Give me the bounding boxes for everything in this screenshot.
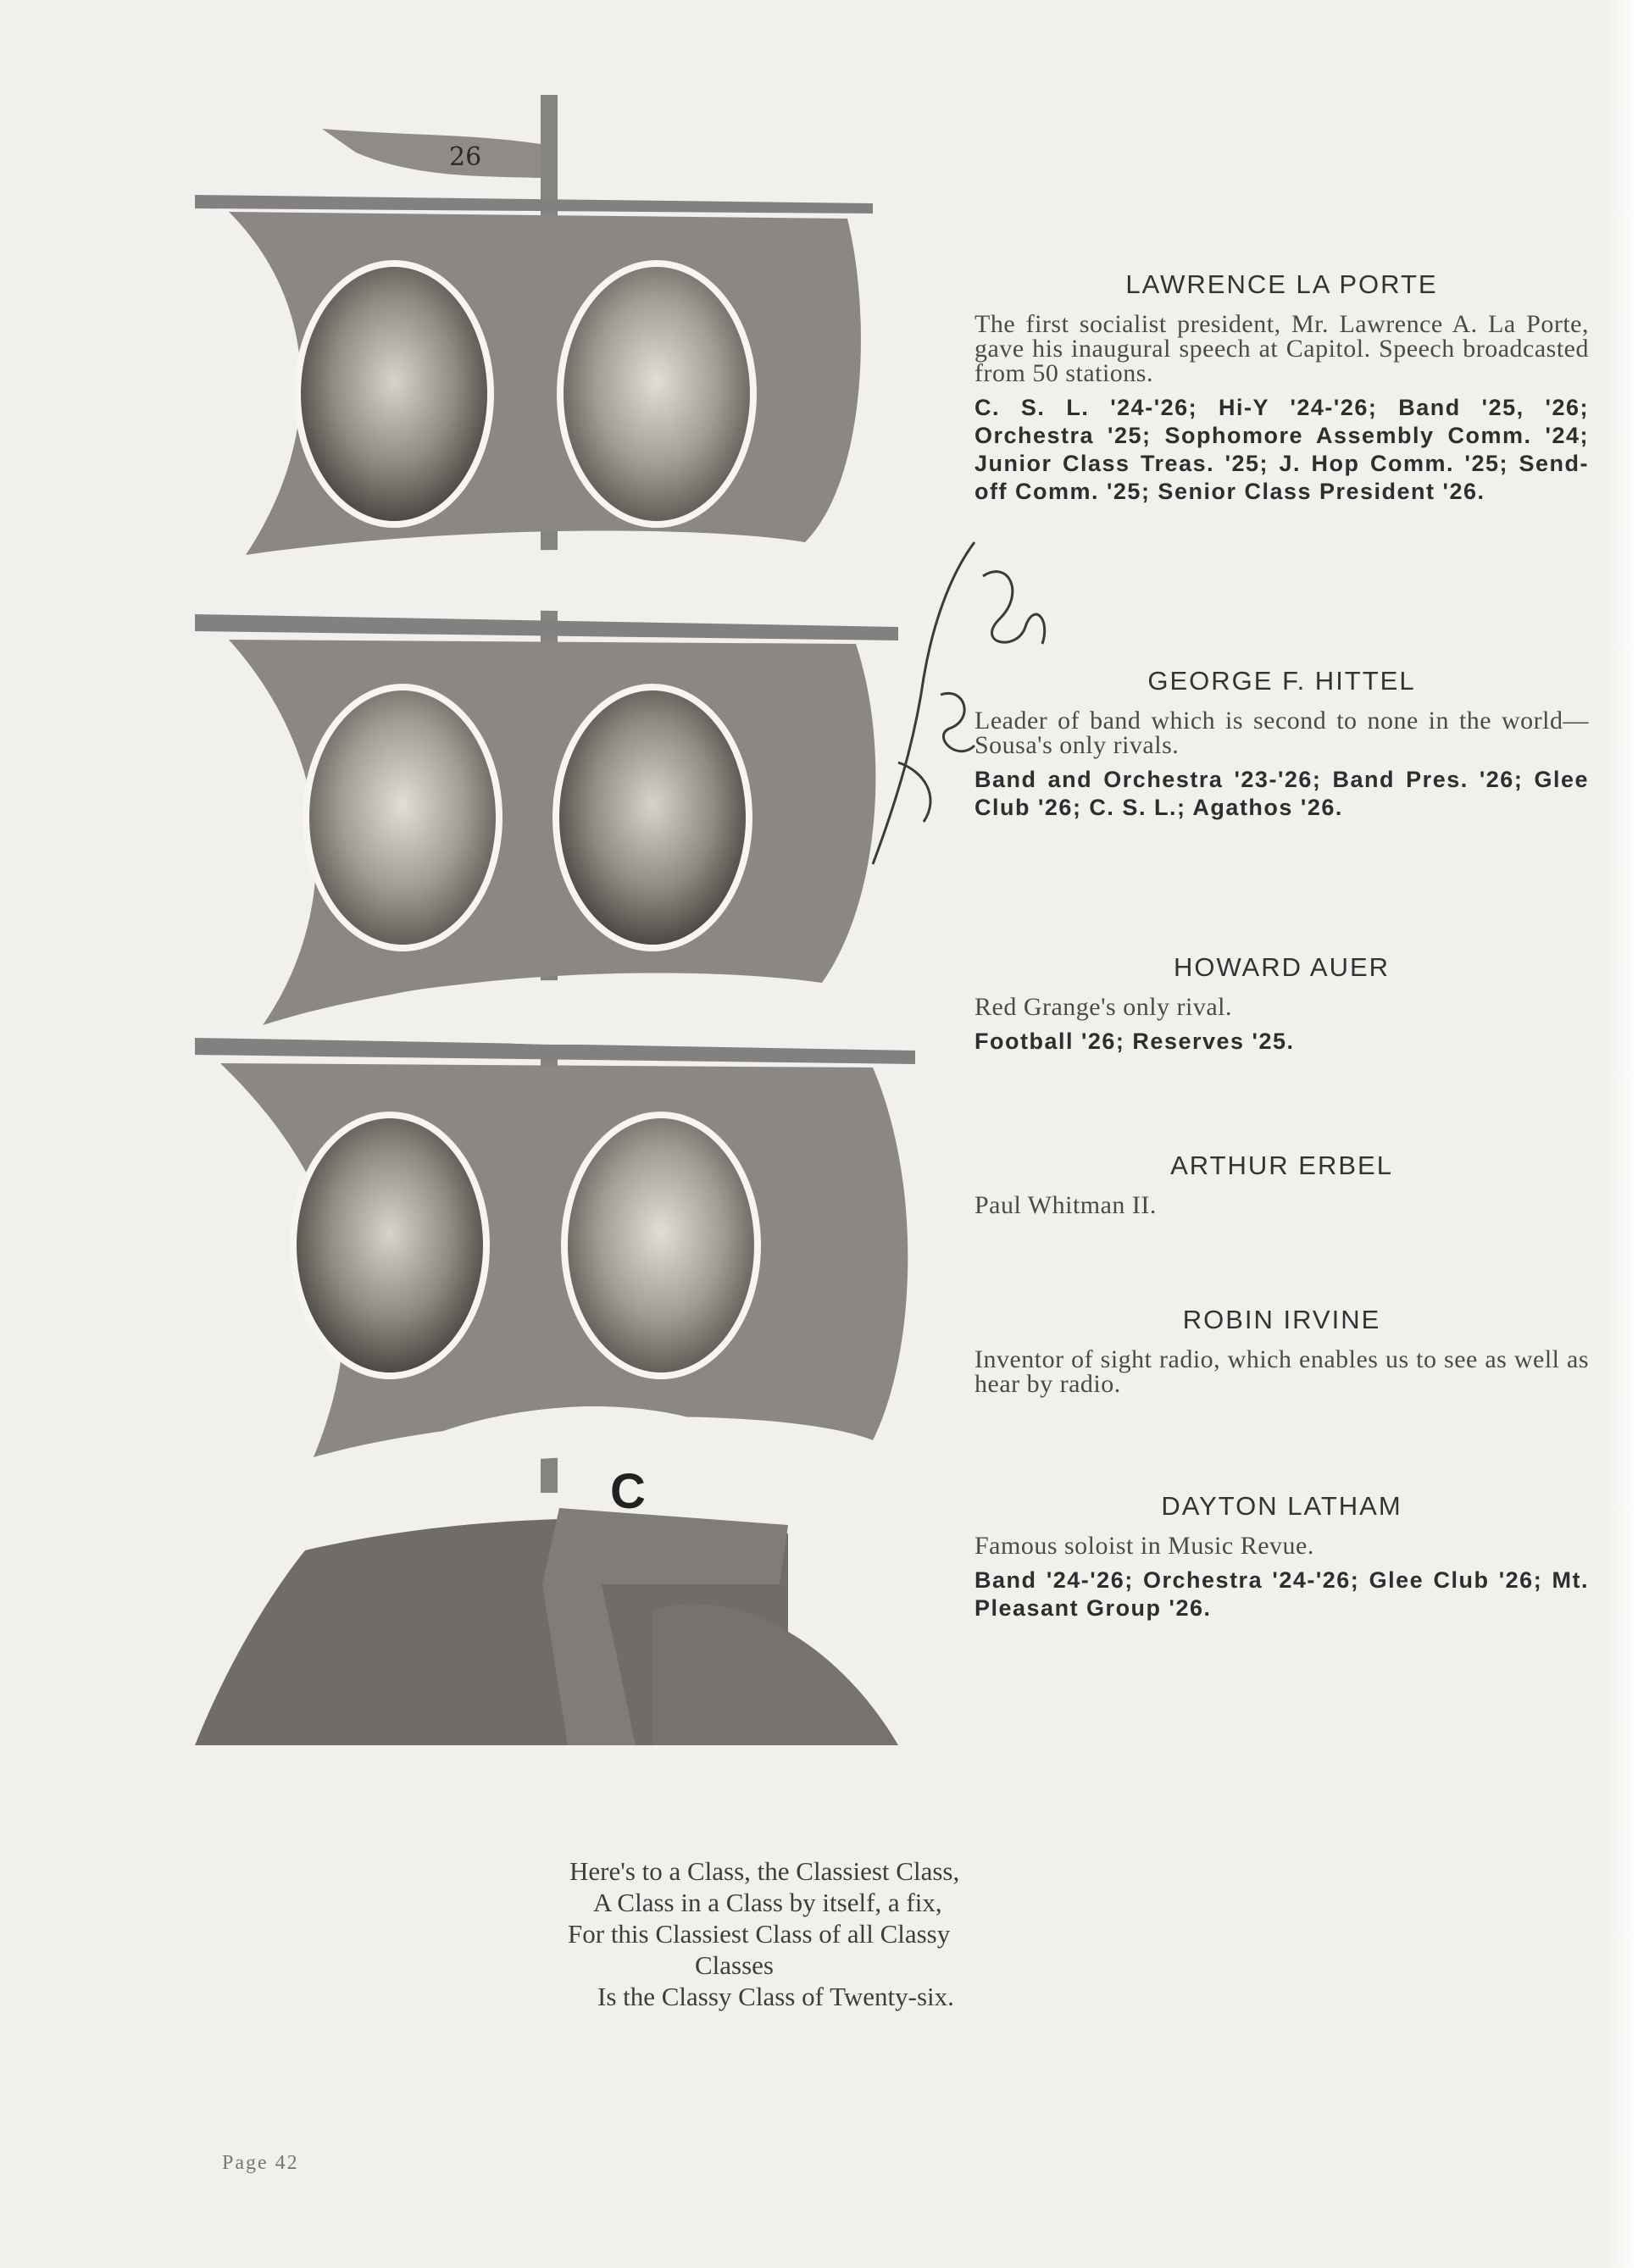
poem-line: Classes xyxy=(695,1950,774,1980)
pennant xyxy=(322,129,541,178)
poem-line: A Class in a Class by itself, a fix, xyxy=(593,1888,942,1917)
entry-description: Red Grange's only rival. xyxy=(974,993,1233,1021)
entry-name: ARTHUR ERBEL xyxy=(1170,1151,1393,1180)
class-poem xyxy=(559,1855,1152,2012)
entry-arthur-erbel xyxy=(974,1151,1589,1217)
entry-howard-auer xyxy=(974,952,1589,1056)
entry-name: LAWRENCE LA PORTE xyxy=(1125,269,1438,299)
entry-description: Inventor of sight radio, which enables us to see as well as hear by radio. xyxy=(974,1345,1589,1398)
entry-activities: Football '26; Reserves '25. xyxy=(974,1029,1295,1054)
poem-line: Is the Classy Class of Twenty-six. xyxy=(597,1982,954,2011)
portrait-lawrence-la-porte xyxy=(294,260,494,528)
entry-robin-irvine xyxy=(974,1305,1589,1396)
entry-activities: Band and Orchestra '23-'26; Band Pres. '26; Glee Club '26; C. S. L.; Agathos '26. xyxy=(974,767,1589,820)
entry-name: ROBIN IRVINE xyxy=(1182,1305,1381,1334)
portrait-arthur-erbel xyxy=(552,684,752,951)
page-edge xyxy=(1604,0,1638,2268)
portrait-dayton-latham xyxy=(561,1112,761,1379)
ship-illustration xyxy=(195,85,924,1745)
entry-george-hittel xyxy=(974,666,1589,822)
pennant-label: 26 xyxy=(449,142,482,172)
sail-gap xyxy=(364,550,771,611)
entry-description: Famous soloist in Music Revue. xyxy=(974,1532,1314,1560)
yard-top xyxy=(195,195,873,213)
page-number: Page 42 xyxy=(222,2152,299,2174)
entry-name: HOWARD AUER xyxy=(1173,952,1391,982)
entry-activities: C. S. L. '24-'26; Hi-Y '24-'26; Band '25, '26; Orchestra '25; Sophomore Assembly Comm. '24; Junior Class Treas. '25; J. Hop Comm. '25; Send-off Comm. '25; Senior Class President '26. xyxy=(974,395,1589,504)
portrait-george-hittel xyxy=(557,260,757,528)
poem-line: Here's to a Class, the Classiest Class, xyxy=(569,1856,960,1886)
entry-description: Leader of band which is second to none in the world—Sousa's only rivals. xyxy=(974,707,1589,759)
entry-name: GEORGE F. HITTEL xyxy=(1147,666,1416,696)
entry-dayton-latham xyxy=(974,1491,1589,1622)
sail-gap xyxy=(356,980,780,1045)
poem-line: For this Classiest Class of all Classy xyxy=(568,1919,951,1949)
portrait-robin-irvine xyxy=(290,1112,490,1379)
portrait-howard-auer xyxy=(303,684,503,951)
entry-lawrence-la-porte xyxy=(974,269,1589,506)
wave xyxy=(652,1604,898,1745)
hull-letter: C xyxy=(610,1464,646,1519)
entry-description: Paul Whitman II. xyxy=(974,1191,1157,1219)
entry-name: DAYTON LATHAM xyxy=(1161,1491,1402,1521)
entry-description: The first socialist president, Mr. Lawrence A. La Porte, gave his inaugural speech at Capitol. Speech broadcasted from 50 stations. xyxy=(974,310,1589,387)
entry-activities: Band '24-'26; Orchestra '24-'26; Glee Club '26; Mt. Pleasant Group '26. xyxy=(974,1567,1589,1621)
